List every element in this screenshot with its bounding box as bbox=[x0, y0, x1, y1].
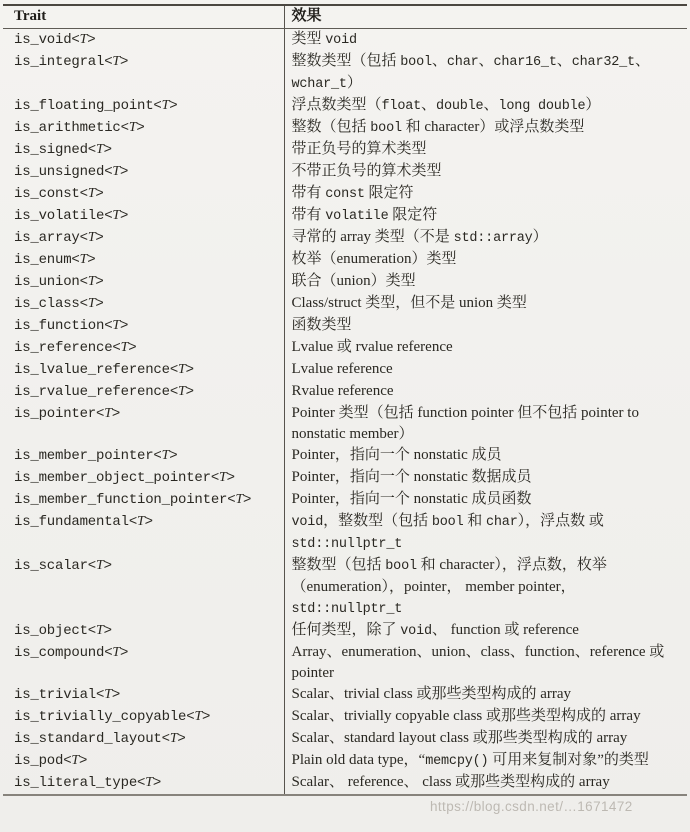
table-row bbox=[3, 684, 687, 706]
effect-cell: Pointer，指向一个 nonstatic 数据成员 bbox=[291, 469, 532, 485]
trait-cell: is_rvalue_reference<T> bbox=[3, 381, 284, 403]
scanned-book-page bbox=[0, 4, 690, 832]
table-row bbox=[3, 293, 687, 315]
trait-cell: is_void<T> bbox=[3, 29, 284, 52]
trait-cell: is_member_function_pointer<T> bbox=[3, 489, 284, 511]
table-row bbox=[3, 117, 687, 139]
type-traits-table bbox=[3, 4, 687, 796]
effect-cell: Class/struct 类型，但不是 union 类型 bbox=[291, 295, 527, 311]
trait-cell: is_literal_type<T> bbox=[3, 772, 284, 795]
table-row bbox=[3, 750, 687, 772]
effect-cell: 枚举（enumeration）类型 bbox=[291, 251, 457, 267]
trait-cell: is_trivial<T> bbox=[3, 684, 284, 706]
trait-cell: is_reference<T> bbox=[3, 337, 284, 359]
table-row bbox=[3, 95, 687, 117]
csdn-watermark: https://blog.csdn.net/…1671472 bbox=[430, 799, 633, 814]
trait-cell: is_standard_layout<T> bbox=[3, 728, 284, 750]
trait-cell: is_enum<T> bbox=[3, 249, 284, 271]
effect-cell: Lvalue 或 rvalue reference bbox=[291, 339, 453, 355]
effect-cell: Rvalue reference bbox=[291, 383, 394, 399]
effect-cell: Scalar、trivially copyable class 或那些类型构成的 array bbox=[291, 708, 641, 724]
trait-cell: is_fundamental<T> bbox=[3, 511, 284, 555]
table-row bbox=[3, 445, 687, 467]
table-row bbox=[3, 161, 687, 183]
table-row bbox=[3, 511, 687, 555]
effect-cell: 整数型（包括 bool 和 character），浮点数，枚举（enumeration），pointer， member pointer，std::nullptr_t bbox=[291, 557, 607, 617]
trait-table-body bbox=[3, 29, 687, 796]
table-row bbox=[3, 620, 687, 642]
trait-cell: is_arithmetic<T> bbox=[3, 117, 284, 139]
trait-cell: is_lvalue_reference<T> bbox=[3, 359, 284, 381]
effect-cell: Lvalue reference bbox=[291, 361, 393, 377]
trait-cell: is_member_object_pointer<T> bbox=[3, 467, 284, 489]
table-row bbox=[3, 403, 687, 445]
trait-cell: is_const<T> bbox=[3, 183, 284, 205]
column-header-trait: Trait bbox=[3, 5, 284, 29]
table-row bbox=[3, 467, 687, 489]
effect-cell: Array、enumeration、union、class、function、reference 或 pointer bbox=[291, 644, 665, 681]
table-row bbox=[3, 772, 687, 795]
effect-cell: void，整数型（包括 bool 和 char），浮点数 或std::nullptr_t bbox=[291, 513, 604, 552]
trait-cell: is_class<T> bbox=[3, 293, 284, 315]
effect-cell: Scalar、standard layout class 或那些类型构成的 array bbox=[291, 730, 628, 746]
column-header-effect: 效果 bbox=[284, 5, 687, 29]
trait-cell: is_function<T> bbox=[3, 315, 284, 337]
table-row bbox=[3, 29, 687, 52]
effect-cell: Pointer，指向一个 nonstatic 成员 bbox=[291, 447, 502, 463]
table-row bbox=[3, 337, 687, 359]
table-row bbox=[3, 706, 687, 728]
trait-cell: is_array<T> bbox=[3, 227, 284, 249]
table-row bbox=[3, 489, 687, 511]
table-header bbox=[3, 5, 687, 29]
table-row bbox=[3, 728, 687, 750]
table-row bbox=[3, 381, 687, 403]
effect-cell: 不带正负号的算术类型 bbox=[291, 163, 442, 179]
table-row bbox=[3, 183, 687, 205]
trait-cell: is_integral<T> bbox=[3, 51, 284, 95]
effect-cell: 寻常的 array 类型（不是 std::array） bbox=[291, 229, 548, 246]
trait-cell: is_pointer<T> bbox=[3, 403, 284, 445]
table-header-row bbox=[3, 5, 687, 29]
effect-cell: 带有 const 限定符 bbox=[291, 185, 414, 202]
trait-cell: is_scalar<T> bbox=[3, 555, 284, 620]
trait-cell: is_object<T> bbox=[3, 620, 284, 642]
effect-cell: Plain old data type，“memcpy() 可用来复制对象”的类型 bbox=[291, 752, 649, 769]
effect-cell: Pointer，指向一个 nonstatic 成员函数 bbox=[291, 491, 532, 507]
table-row bbox=[3, 227, 687, 249]
trait-cell: is_trivially_copyable<T> bbox=[3, 706, 284, 728]
trait-cell: is_floating_point<T> bbox=[3, 95, 284, 117]
trait-cell: is_unsigned<T> bbox=[3, 161, 284, 183]
effect-cell: 联合（union）类型 bbox=[291, 273, 416, 289]
effect-cell: 浮点数类型（float、double、long double） bbox=[291, 97, 601, 114]
trait-cell: is_union<T> bbox=[3, 271, 284, 293]
trait-cell: is_pod<T> bbox=[3, 750, 284, 772]
table-row bbox=[3, 139, 687, 161]
table-row bbox=[3, 249, 687, 271]
table-row bbox=[3, 51, 687, 95]
table-row bbox=[3, 205, 687, 227]
effect-cell: 带正负号的算术类型 bbox=[291, 141, 427, 157]
trait-cell: is_member_pointer<T> bbox=[3, 445, 284, 467]
table-row bbox=[3, 315, 687, 337]
effect-cell: 任何类型，除了 void、 function 或 reference bbox=[291, 622, 579, 639]
effect-cell: 函数类型 bbox=[291, 317, 352, 333]
effect-cell: 整数（包括 bool 和 character）或浮点数类型 bbox=[291, 119, 585, 136]
effect-cell: Scalar、 reference、 class 或那些类型构成的 array bbox=[291, 774, 610, 790]
trait-cell: is_volatile<T> bbox=[3, 205, 284, 227]
table-row bbox=[3, 271, 687, 293]
trait-cell: is_signed<T> bbox=[3, 139, 284, 161]
table-row bbox=[3, 359, 687, 381]
effect-cell: 整数类型（包括 bool、char、char16_t、char32_t、wchar_t） bbox=[291, 53, 650, 92]
trait-cell: is_compound<T> bbox=[3, 642, 284, 684]
effect-cell: 带有 volatile 限定符 bbox=[291, 207, 438, 224]
effect-cell: Pointer 类型（包括 function pointer 但不包括 pointer to nonstatic member） bbox=[291, 405, 639, 442]
table-row bbox=[3, 642, 687, 684]
effect-cell: 类型 void bbox=[291, 31, 357, 48]
table-row bbox=[3, 555, 687, 620]
effect-cell: Scalar、trivial class 或那些类型构成的 array bbox=[291, 686, 572, 702]
